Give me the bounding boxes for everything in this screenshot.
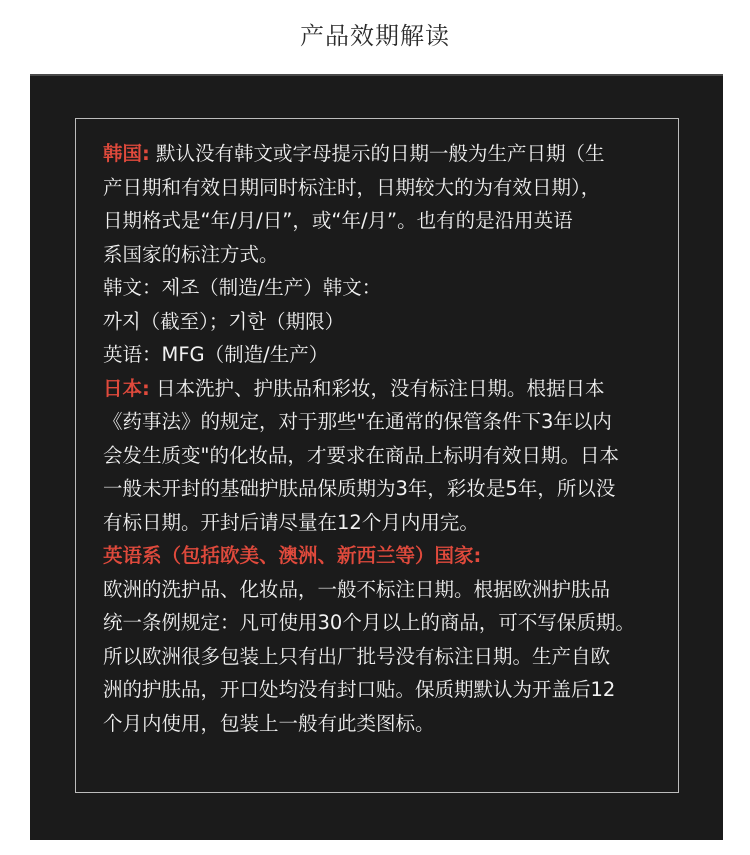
japan-line-4: 一般未开封的基础护肤品保质期为3年，彩妆是5年，所以没	[103, 477, 616, 500]
english-countries-label: 英语系（包括欧美、澳洲、新西兰等）国家:	[103, 544, 482, 567]
page-title: 产品效期解读	[300, 22, 450, 50]
japan-text-1: 日本洗护、护肤品和彩妆，没有标注日期。根据日本	[149, 376, 605, 400]
korea-line-1	[103, 137, 678, 171]
japan-label: 日本:	[103, 376, 150, 400]
korea-line-7: 英语：MFG（制造/生产）	[103, 343, 329, 366]
english-line-4: 洲的护肤品，开口处均没有封口贴。保质期默认为开盖后12	[103, 678, 616, 701]
japan-line-5: 有标日期。开封后请尽量在12个月内用完。	[103, 510, 479, 534]
english-line-5: 个月内使用，包装上一般有此类图标。	[103, 711, 435, 735]
english-line-3: 所以欧洲很多包装上只有出厂批号没有标注日期。生产自欧	[103, 644, 611, 668]
korea-text-1: 默认没有韩文或字母提示的日期一般为生产日期（生	[149, 142, 605, 165]
english-countries-heading	[103, 539, 678, 573]
japan-line-2: 《药事法》的规定，对于那些"在通常的保管条件下3年以内	[103, 410, 612, 433]
japan-line-3: 会发生质变"的化妆品，才要求在商品上标明有效日期。日本	[103, 443, 619, 467]
korea-line-4: 系国家的标注方式。	[103, 242, 279, 266]
english-line-2: 统一条例规定：凡可使用30个月以上的商品，可不写保质期。	[103, 611, 635, 634]
korea-line-3: 日期格式是“年/月/日”，或“年/月”。也有的是沿用英语	[103, 209, 573, 232]
korea-line-5: 韩文：제조（制造/生产）韩文：	[103, 276, 382, 299]
japan-line-1	[103, 372, 678, 406]
korea-label: 韩国:	[103, 142, 150, 165]
info-box	[75, 118, 679, 793]
korea-line-2: 产日期和有效日期同时标注时，日期较大的为有效日期），	[103, 175, 601, 199]
english-line-1: 欧洲的洗护品、化妆品，一般不标注日期。根据欧洲护肤品	[103, 577, 611, 601]
korea-line-6: 까지（截至）；기한（期限）	[103, 309, 345, 333]
